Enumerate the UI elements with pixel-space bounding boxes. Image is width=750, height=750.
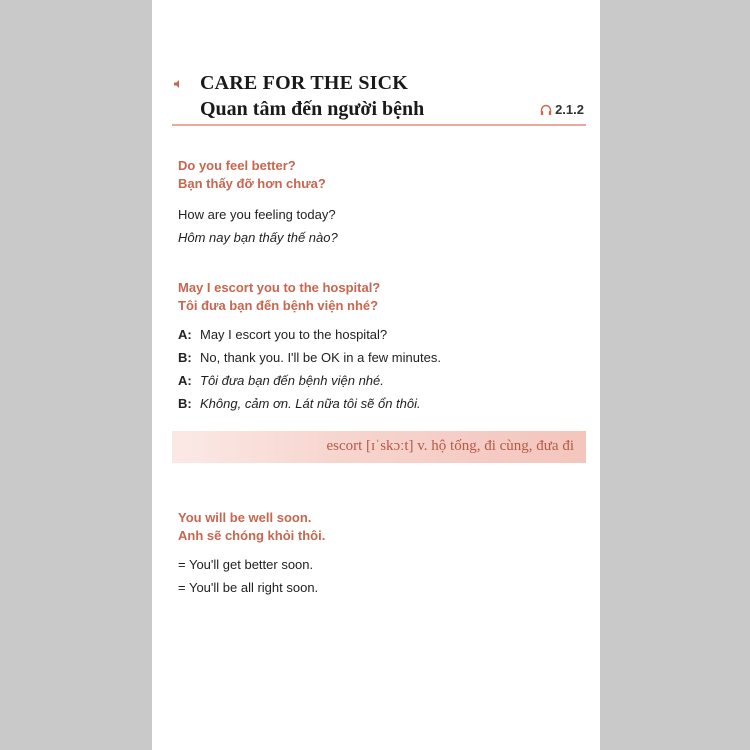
dialogue-line	[178, 346, 588, 369]
speaker-label: B:	[178, 396, 192, 411]
page-title: CARE FOR THE SICK	[200, 72, 409, 94]
section-heading-en: May I escort you to the hospital?	[178, 280, 381, 295]
section-heading-en: You will be well soon.	[178, 510, 312, 525]
headphones-icon	[540, 104, 552, 116]
audio-track-number: 2.1.2	[555, 102, 584, 117]
dialogue-text: Tôi đưa bạn đến bệnh viện nhé.	[200, 373, 384, 388]
section-well-soon	[178, 509, 588, 599]
dialogue-line	[178, 369, 588, 392]
example-line: How are you feeling today?	[178, 207, 336, 222]
book-page	[152, 0, 600, 750]
speaker-label: A:	[178, 327, 192, 342]
vocabulary-entry: escort [ɪˈskɔːt] v. hộ tống, đi cùng, đưa đi	[326, 438, 574, 454]
example-line-vi: Hôm nay bạn thấy thế nào?	[178, 230, 338, 245]
dialogue-line	[178, 392, 588, 415]
speaker-icon	[174, 80, 182, 88]
dialogue-text: No, thank you. I'll be OK in a few minutes.	[200, 350, 441, 365]
section-escort-hospital	[178, 279, 588, 415]
section-heading-vi: Bạn thấy đỡ hơn chưa?	[178, 176, 326, 191]
section-heading-en: Do you feel better?	[178, 158, 296, 173]
title-divider	[172, 124, 586, 126]
speaker-label: A:	[178, 373, 192, 388]
audio-track[interactable]	[540, 102, 584, 117]
speaker-label: B:	[178, 350, 192, 365]
section-heading-vi: Tôi đưa bạn đến bệnh viện nhé?	[178, 298, 379, 313]
page-subtitle: Quan tâm đến người bệnh	[200, 98, 425, 120]
dialogue-text: Không, cảm ơn. Lát nữa tôi sẽ ổn thôi.	[200, 396, 421, 411]
section-feel-better	[178, 157, 588, 249]
dialogue-line	[178, 323, 588, 346]
example-line: = You'll be all right soon.	[178, 580, 319, 595]
example-line: = You'll get better soon.	[178, 557, 314, 572]
dialogue-text: May I escort you to the hospital?	[200, 327, 388, 342]
vocabulary-band	[172, 431, 586, 463]
section-heading-vi: Anh sẽ chóng khỏi thôi.	[178, 528, 326, 543]
